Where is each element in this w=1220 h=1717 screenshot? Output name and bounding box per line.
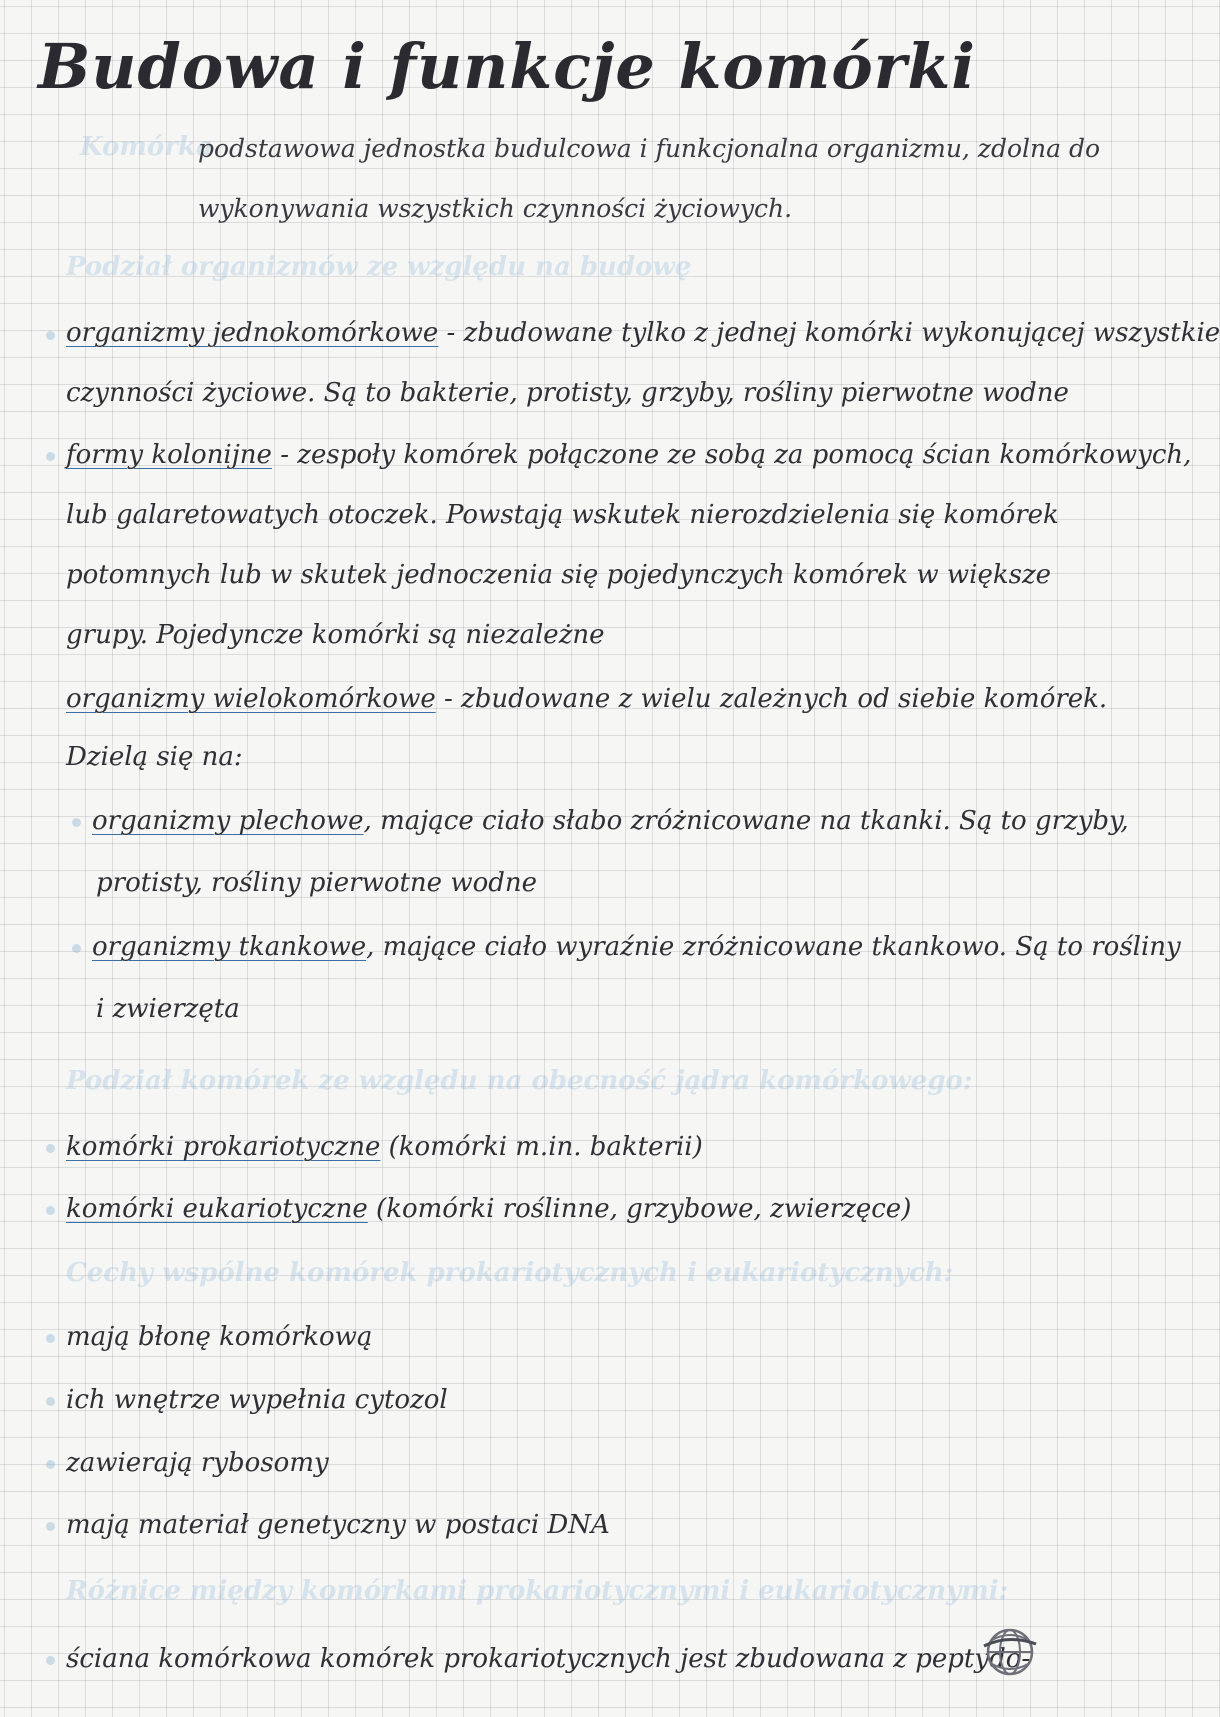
entry-tkankowe-line-2: i zwierzęta <box>96 994 240 1024</box>
bullet-marker <box>46 331 55 340</box>
definition-line-2: wykonywania wszystkich czynności życiowych. <box>198 194 793 223</box>
entry-kolonijne-line-3: potomnych lub w skutek jednoczenia się pojedynczych komórek w większe <box>66 560 1052 590</box>
entry-eukariotyczne <box>66 1194 911 1224</box>
entry-text: (komórki m.in. bakterii) <box>380 1132 703 1162</box>
bullet-marker <box>46 1397 55 1406</box>
definition-line-1: podstawowa jednostka budulcowa i funkcjonalna organizmu, zdolna do <box>198 134 1101 163</box>
common-feature-2: ich wnętrze wypełnia cytozol <box>66 1385 448 1415</box>
bullet-marker <box>72 818 81 827</box>
entry-jednokomorkowe-line-2: czynności życiowe. Są to bakterie, protisty, grzyby, rośliny pierwotne wodne <box>66 378 1069 408</box>
term-tkankowe: organizmy tkankowe <box>92 932 367 962</box>
entry-text: - zbudowane z wielu zależnych od siebie komórek. <box>435 684 1108 714</box>
bullet-marker <box>46 1460 55 1469</box>
common-feature-1: mają błonę komórkową <box>66 1322 373 1352</box>
section-heading-roznice: Różnice między komórkami prokariotycznymi i eukariotycznymi: <box>66 1576 1009 1606</box>
definition-label: Komórka <box>80 132 213 162</box>
page-title: Budowa i funkcje komórki <box>38 30 976 103</box>
bullet-marker <box>46 1206 55 1215</box>
entry-wielokomorkowe <box>66 684 1107 714</box>
bullet-marker <box>46 1334 55 1343</box>
entry-plechowe-line-1 <box>92 806 1129 836</box>
entry-text: (komórki roślinne, grzybowe, zwierzęce) <box>367 1194 912 1224</box>
entry-tkankowe-line-1 <box>92 932 1181 962</box>
term-jednokomorkowe: organizmy jednokomórkowe <box>66 318 439 348</box>
globe-logo-icon <box>978 1620 1042 1684</box>
bullet-marker <box>46 1656 55 1665</box>
entry-jednokomorkowe-line-1 <box>66 318 1220 348</box>
entry-text: - zbudowane tylko z jednej komórki wykonującej wszystkie <box>438 318 1220 348</box>
entry-prokariotyczne <box>66 1132 703 1162</box>
term-prokariotyczne: komórki prokariotyczne <box>66 1132 381 1162</box>
section-heading-budowa: Podział organizmów ze względu na budowę <box>66 252 692 282</box>
common-feature-4: mają materiał genetyczny w postaci DNA <box>66 1510 610 1540</box>
entry-kolonijne-line-4: grupy. Pojedyncze komórki są niezależne <box>66 620 605 650</box>
term-eukariotyczne: komórki eukariotyczne <box>66 1194 368 1224</box>
bullet-marker <box>72 944 81 953</box>
bullet-marker <box>46 452 55 461</box>
entry-kolonijne-line-1 <box>66 440 1191 470</box>
common-feature-3: zawierają rybosomy <box>66 1448 329 1478</box>
section-heading-cechy-wspolne: Cechy wspólne komórek prokariotycznych i eukariotycznych: <box>66 1258 954 1288</box>
entry-text: - zespoły komórek połączone ze sobą za pomocą ścian komórkowych, <box>271 440 1192 470</box>
entry-text: , mające ciało słabo zróżnicowane na tkanki. Są to grzyby, <box>363 806 1129 836</box>
difference-1: ściana komórkowa komórek prokariotycznych jest zbudowana z peptydo- <box>66 1644 1031 1674</box>
term-wielokomorkowe: organizmy wielokomórkowe <box>66 684 436 714</box>
dziela-sie-na: Dzielą się na: <box>66 742 243 772</box>
section-heading-podzial-komorek: Podział komórek ze względu na obecność jądra komórkowego: <box>66 1066 973 1096</box>
term-kolonijne: formy kolonijne <box>66 440 272 470</box>
entry-kolonijne-line-2: lub galaretowatych otoczek. Powstają wskutek nierozdzielenia się komórek <box>66 500 1059 530</box>
entry-plechowe-line-2: protisty, rośliny pierwotne wodne <box>96 868 538 898</box>
bullet-marker <box>46 1522 55 1531</box>
bullet-marker <box>46 1144 55 1153</box>
entry-text: , mające ciało wyraźnie zróżnicowane tkankowo. Są to rośliny <box>366 932 1181 962</box>
term-plechowe: organizmy plechowe <box>92 806 364 836</box>
